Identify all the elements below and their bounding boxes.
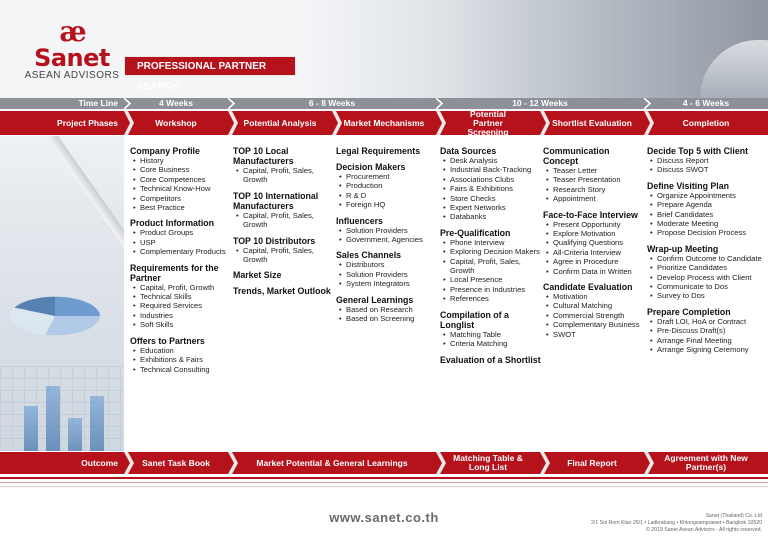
list-item: • Arrange Signing Ceremony: [647, 345, 762, 354]
list-item: • Distributors: [336, 260, 438, 269]
list-item: • Discuss SWOT: [647, 165, 762, 174]
outcome-label: Outcome: [81, 457, 118, 468]
phases-label: Project Phases: [57, 117, 118, 128]
list-item: • Based on Screening: [336, 314, 438, 323]
chevron-divider-icon: [644, 452, 654, 474]
section-list: [130, 228, 232, 256]
footer-divider: [0, 477, 768, 479]
list-item: • Confirm Outcome to Candidate: [647, 254, 762, 263]
list-item: • Solution Providers: [336, 270, 438, 279]
section-list: [647, 191, 762, 238]
list-item: • Prioritize Candidates: [647, 263, 762, 272]
list-item: • Survey to Dos: [647, 291, 762, 300]
chevron-divider-icon: [540, 452, 550, 474]
section-title: Candidate Evaluation: [543, 282, 633, 293]
list-item: • Product Groups: [130, 228, 232, 237]
section-list: [543, 220, 645, 276]
list-item: • Discuss Report: [647, 156, 762, 165]
pen-shape: [41, 136, 124, 260]
timeline-cell: 4 Weeks: [159, 98, 193, 108]
section-list: [233, 211, 335, 230]
section-title: Offers to Partners: [130, 335, 205, 346]
timeline-cell: 6 - 8 Weeks: [308, 98, 356, 108]
page-title: PROFESSIONAL PARTNER SEARCH: [124, 56, 296, 76]
list-item: • System Integrators: [336, 279, 438, 288]
company-info: [542, 513, 762, 534]
list-item: • All-Criteria Interview: [543, 248, 645, 257]
section-list: [543, 166, 645, 204]
list-item: • Communicate to Dos: [647, 282, 762, 291]
phase-cell: Potential Analysis: [243, 117, 317, 128]
list-item: • Expert Networks: [440, 203, 542, 212]
chevron-divider-icon: [436, 111, 446, 135]
section-list: [130, 156, 232, 212]
list-item: • Technical Know-How: [130, 184, 232, 193]
section-list: [647, 156, 762, 175]
outcome-cell: Sanet Task Book: [142, 457, 210, 468]
phase-cell: Potential Partner Screening: [467, 108, 509, 137]
company-line: 2/1 Soi Rom Klao 25/1 • Ladkrabang • Khlongsamprawet • Bangkok 10520: [591, 520, 762, 526]
list-item: • Associations Clubs: [440, 175, 542, 184]
section-title: Communication Concept: [543, 146, 610, 166]
chevron-divider-icon: [124, 111, 134, 135]
phase-cell: Completion: [682, 117, 730, 128]
list-item: • Industrial Back-Tracking: [440, 165, 542, 174]
chevron-divider-icon: [332, 111, 342, 135]
list-item: • Presence in Industries: [440, 285, 542, 294]
list-item: • SWOT: [543, 330, 645, 339]
list-item: • Prepare Agenda: [647, 200, 762, 209]
chevron-divider-icon: [124, 98, 134, 109]
section-list: [440, 156, 542, 222]
phase-cell: Workshop: [155, 117, 197, 128]
bar-shape: [68, 418, 82, 451]
list-item: • Draft LOI, HoA or Contract: [647, 317, 762, 326]
timeline-cell: 10 - 12 Weeks: [512, 98, 568, 108]
footer-divider: [0, 482, 768, 483]
list-item: • Research Story: [543, 185, 645, 194]
list-item: • Teaser Letter: [543, 166, 645, 175]
section-title: Decision Makers: [336, 162, 406, 172]
outcome-cell: Final Report: [567, 457, 617, 468]
bar-shape: [24, 406, 38, 451]
section-title: Company Profile: [130, 146, 200, 156]
section-list: [336, 172, 438, 210]
footer-divider: [0, 486, 768, 487]
outcome-cell: Matching Table & Long List: [453, 453, 523, 472]
logo-subtitle: ASEAN ADVISORS: [24, 70, 120, 81]
list-item: • Develop Process with Client: [647, 273, 762, 282]
section-title: Wrap-up Meeting: [647, 243, 719, 254]
section-title: Market Size: [233, 270, 282, 281]
photo-shape: [700, 40, 768, 98]
section-list: [440, 330, 542, 349]
section-list: [336, 305, 438, 324]
column-workshop: [130, 146, 232, 374]
list-item: • Required Services: [130, 301, 232, 310]
chevron-divider-icon: [436, 452, 446, 474]
section-title: Evaluation of a Shortlist: [440, 354, 541, 365]
section-list: [336, 226, 438, 245]
list-item: • Appointment: [543, 194, 645, 203]
bar-shape: [46, 386, 60, 451]
list-item: • Store Checks: [440, 194, 542, 203]
chevron-divider-icon: [124, 452, 134, 474]
section-title: Sales Channels: [336, 250, 402, 261]
list-item: • Teaser Presentation: [543, 175, 645, 184]
phase-cell: Shortlist Evaluation: [552, 117, 632, 128]
list-item: • Capital, Profit, Sales, Growth: [440, 257, 542, 276]
list-item: • Criteria Matching: [440, 339, 542, 348]
list-item: • Arrange Final Meeting: [647, 336, 762, 345]
chevron-divider-icon: [644, 111, 654, 135]
list-item: • Industries: [130, 311, 232, 320]
section-title: Define Visiting Plan: [647, 180, 729, 191]
section-title: Trends, Market Outlook: [233, 286, 331, 297]
section-title: Data Sources: [440, 146, 497, 156]
chevron-divider-icon: [228, 98, 238, 109]
section-title: Product Information: [130, 218, 215, 229]
company-line: Sanet (Thailand) Co. Ltd: [705, 513, 762, 519]
list-item: • Present Opportunity: [543, 220, 645, 229]
section-title: Legal Requirements: [336, 146, 421, 156]
sanet-logo: [22, 15, 122, 82]
section-list: [440, 238, 542, 304]
section-title: Influencers: [336, 215, 383, 226]
timeline-label: Time Line: [78, 98, 118, 108]
pie-shape: [10, 297, 100, 336]
list-item: • Qualifying Questions: [543, 238, 645, 247]
section-list: [233, 166, 335, 185]
column-completion: [647, 146, 762, 355]
list-item: • Phone Interview: [440, 238, 542, 247]
column-potential-analysis: [233, 146, 335, 296]
list-item: • Matching Table: [440, 330, 542, 339]
list-item: • Solution Providers: [336, 226, 438, 235]
logo-name: Sanet: [34, 44, 110, 72]
grid-shape: [0, 366, 124, 451]
chevron-divider-icon: [228, 111, 238, 135]
list-item: • Government, Agencies: [336, 235, 438, 244]
list-item: • Organize Appointments: [647, 191, 762, 200]
logo-mark: æ: [59, 15, 85, 48]
section-list: [543, 292, 645, 339]
list-item: • R & D: [336, 191, 438, 200]
list-item: • Production: [336, 181, 438, 190]
section-title: Compilation of a Longlist: [440, 309, 509, 330]
section-title: General Learnings: [336, 294, 414, 305]
column-partner-screening: [440, 146, 542, 365]
section-title: TOP 10 International Manufacturers: [233, 190, 319, 211]
section-list: [130, 346, 232, 374]
outcome-row: [0, 452, 768, 474]
section-title: TOP 10 Distributors: [233, 235, 316, 246]
list-item: • Complementary Business: [543, 320, 645, 329]
list-item: • Capital, Profit, Growth: [130, 283, 232, 292]
list-item: • USP: [130, 238, 232, 247]
phases-row: [0, 108, 768, 137]
list-item: • Competitors: [130, 194, 232, 203]
chevron-divider-icon: [228, 452, 238, 474]
list-item: • Databanks: [440, 212, 542, 221]
section-list: [647, 317, 762, 355]
list-item: • Technical Skills: [130, 292, 232, 301]
list-item: • Local Presence: [440, 275, 542, 284]
list-item: • Soft Skills: [130, 320, 232, 329]
outcome-cell: Agreement with New Partner(s): [664, 453, 748, 472]
section-list: [336, 260, 438, 288]
section-list: [233, 246, 335, 265]
list-item: • Capital, Profit, Sales, Growth: [233, 211, 335, 230]
list-item: • Best Practice: [130, 203, 232, 212]
list-item: • Core Competences: [130, 175, 232, 184]
list-item: • Exhibitions & Fairs: [130, 355, 232, 364]
list-item: • Fairs & Exhibitions: [440, 184, 542, 193]
bar-shape: [90, 396, 104, 451]
list-item: • Capital, Profit, Sales, Growth: [233, 246, 335, 265]
list-item: • Cultural Matching: [543, 301, 645, 310]
section-title: Decide Top 5 with Client: [647, 146, 749, 156]
list-item: • References: [440, 294, 542, 303]
section-title: Prepare Completion: [647, 306, 731, 317]
website-link[interactable]: www.sanet.co.th: [329, 510, 439, 525]
list-item: • Complementary Products: [130, 247, 232, 256]
section-list: [130, 283, 232, 330]
list-item: • Core Business: [130, 165, 232, 174]
list-item: • Exploring Decision Makers: [440, 247, 542, 256]
list-item: • Confirm Data in Written: [543, 267, 645, 276]
outcome-cell: Market Potential & General Learnings: [256, 457, 408, 468]
list-item: • Technical Consulting: [130, 365, 232, 374]
list-item: • Foreign HQ: [336, 200, 438, 209]
chevron-divider-icon: [436, 98, 446, 109]
list-item: • Pre-Discuss Draft(s): [647, 326, 762, 335]
list-item: • Capital, Profit, Sales, Growth: [233, 166, 335, 185]
handshake-photo: [300, 0, 768, 98]
list-item: • Explore Motivation: [543, 229, 645, 238]
company-line: © 2019 Sanet Asean Advisors - All rights reserved.: [646, 527, 762, 533]
section-title: Requirements for the Partner: [130, 262, 219, 283]
list-item: • Moderate Meeting: [647, 219, 762, 228]
list-item: • Based on Research: [336, 305, 438, 314]
header-banner: [0, 0, 768, 98]
list-item: • Propose Decision Process: [647, 228, 762, 237]
chevron-divider-icon: [540, 111, 550, 135]
timeline-cell: 4 - 6 Weeks: [682, 98, 730, 108]
list-item: • Desk Analysis: [440, 156, 542, 165]
list-item: • Brief Candidates: [647, 210, 762, 219]
phase-cell: Market Mechanisms: [343, 117, 425, 128]
list-item: • History: [130, 156, 232, 165]
list-item: • Agree in Procedure: [543, 257, 645, 266]
chart-photo: [0, 136, 124, 451]
list-item: • Procurement: [336, 172, 438, 181]
list-item: • Education: [130, 346, 232, 355]
list-item: • Commercial Strength: [543, 311, 645, 320]
timeline-row: [0, 98, 768, 109]
section-list: [647, 254, 762, 301]
list-item: • Motivation: [543, 292, 645, 301]
column-shortlist-evaluation: [543, 146, 645, 339]
section-title: TOP 10 Local Manufacturers: [233, 146, 294, 166]
chevron-divider-icon: [644, 98, 654, 109]
section-title: Pre-Qualification: [440, 227, 511, 238]
section-title: Face-to-Face Interview: [543, 209, 638, 220]
column-market-mechanisms: [336, 146, 438, 323]
